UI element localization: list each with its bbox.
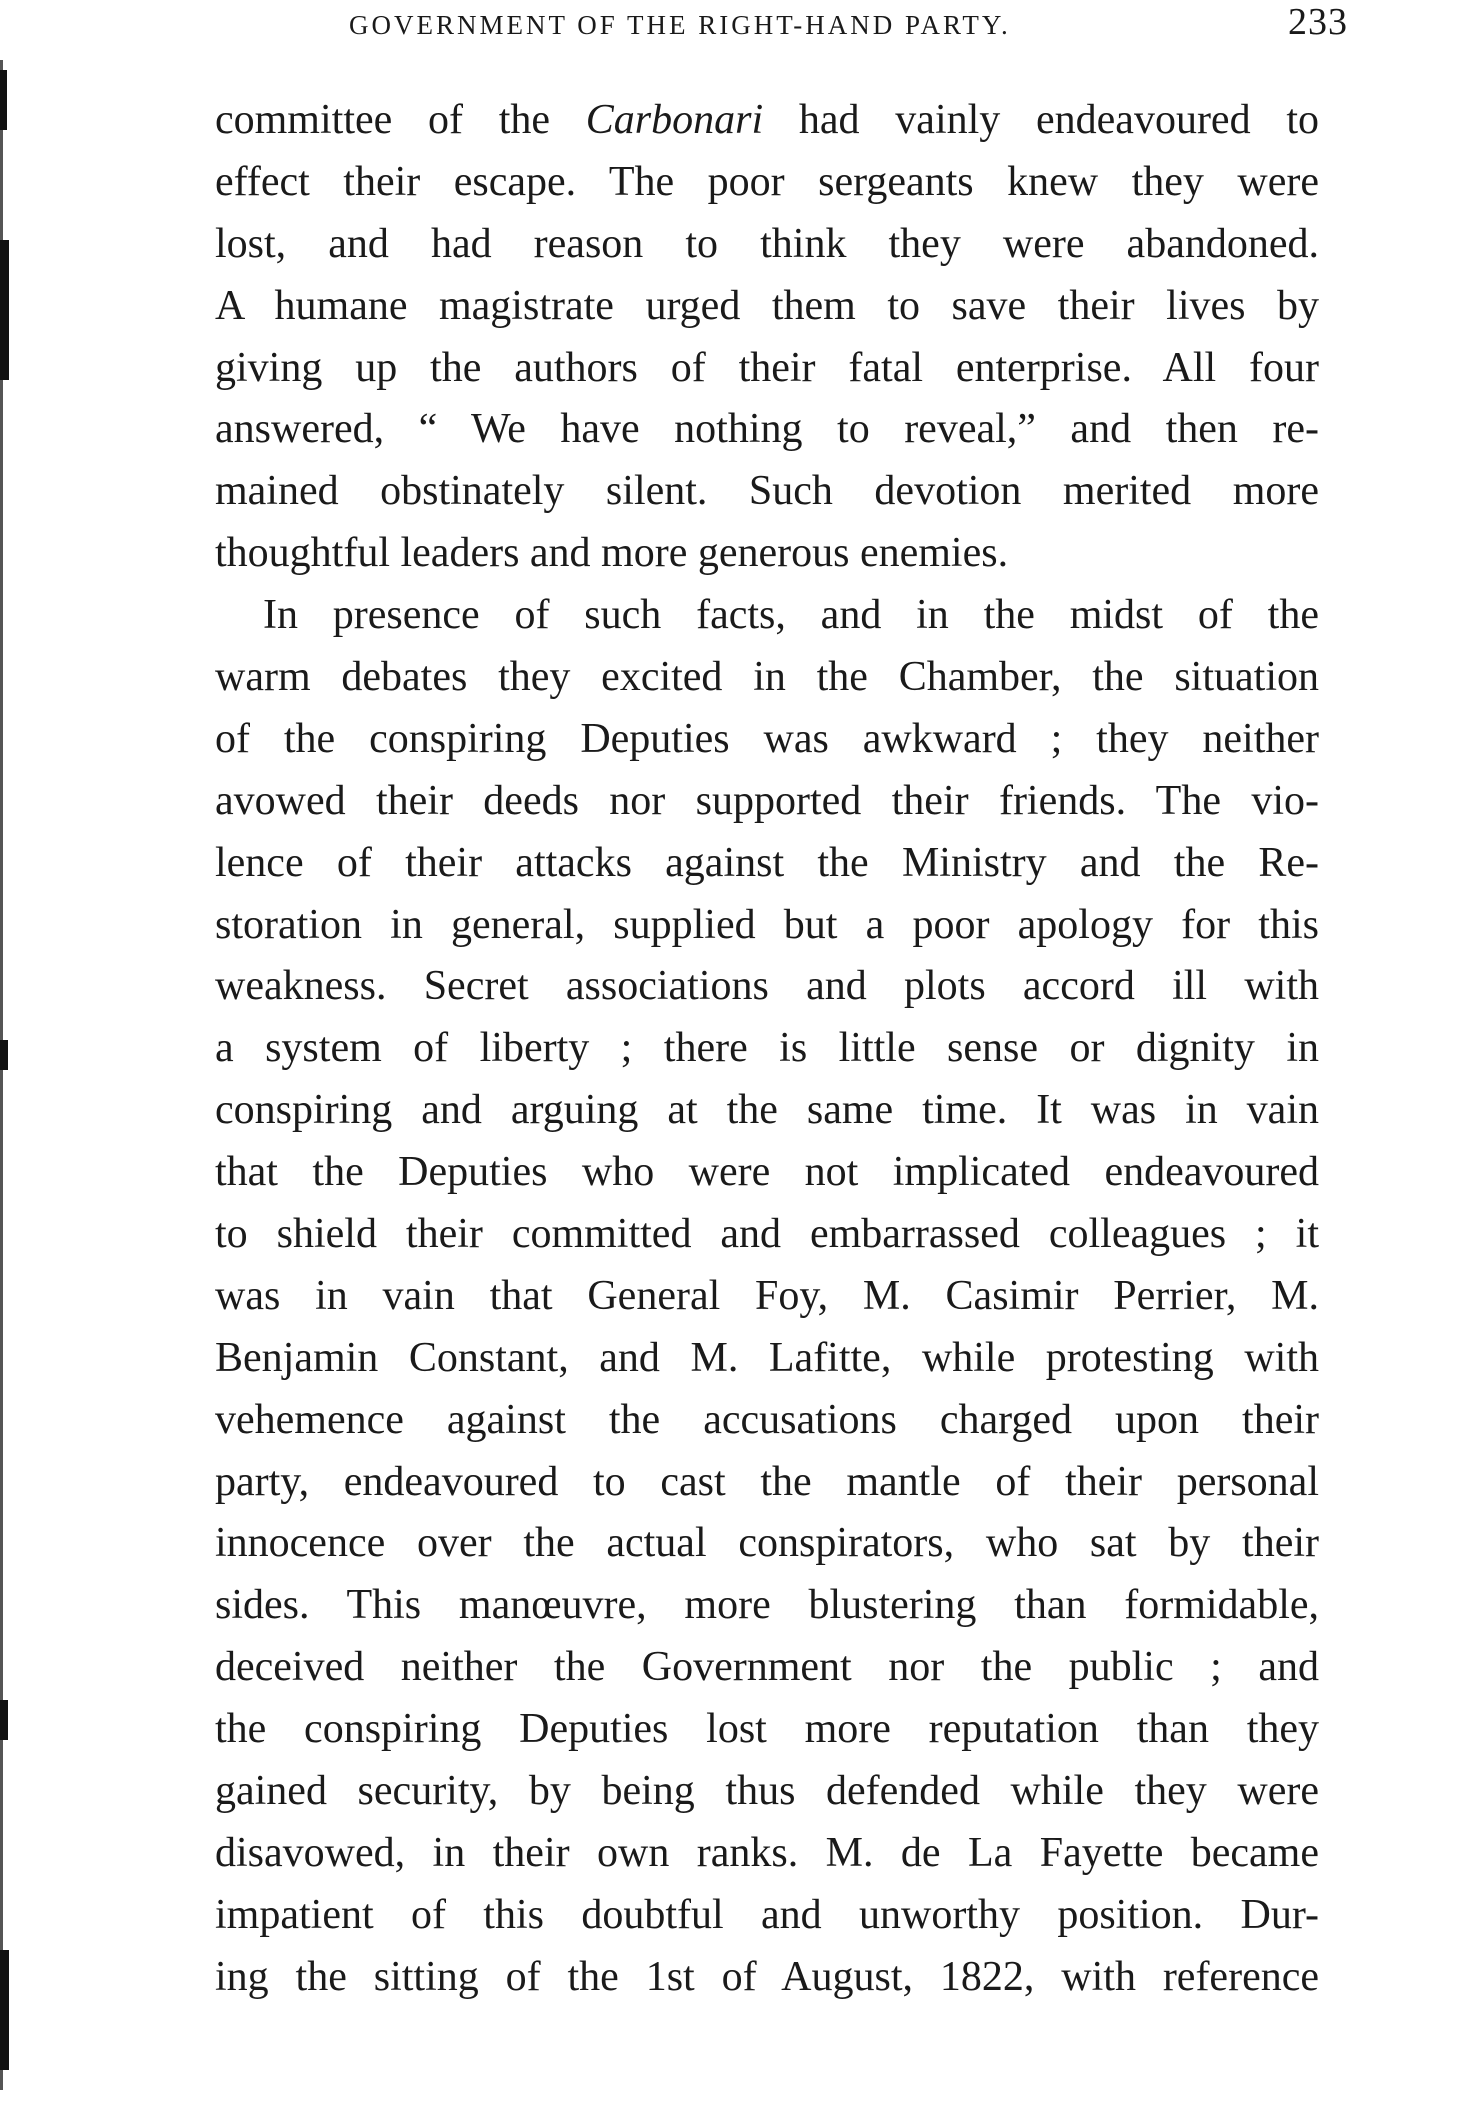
- text-line: to shield their committed and embarrassed colleagues ; it: [215, 1211, 1319, 1258]
- page-number: 233: [1288, 1, 1348, 43]
- text-line: impatient of this doubtful and unworthy position. Dur-: [215, 1891, 1319, 1938]
- text-line: [215, 90, 1319, 152]
- italic-term: Carbonari: [585, 97, 764, 143]
- text-line: conspiring and arguing at the same time. It was in vain: [215, 1087, 1319, 1134]
- text-line: gained security, by being thus defended while they were: [215, 1768, 1319, 1815]
- page-edge-mark: [0, 1040, 8, 1070]
- text-line: a system of liberty ; there is little sense or dignity in: [215, 1025, 1319, 1072]
- text-line: party, endeavoured to cast the mantle of their personal: [215, 1458, 1319, 1505]
- text-fragment: committee of the: [215, 97, 586, 143]
- text-line: disavowed, in their own ranks. M. de La Fayette became: [215, 1829, 1319, 1876]
- text-fragment: had vainly endeavoured to: [763, 97, 1319, 143]
- text-line: vehemence against the accusations charged upon their: [215, 1396, 1319, 1443]
- text-line: giving up the authors of their fatal enterprise. All four: [215, 344, 1319, 391]
- text-line: In presence of such facts, and in the midst of the: [263, 592, 1319, 639]
- text-line: avowed their deeds nor supported their friends. The vio-: [215, 777, 1319, 824]
- text-line: ing the sitting of the 1st of August, 1822, with reference: [215, 1953, 1319, 2000]
- text-line: innocence over the actual conspirators, who sat by their: [215, 1520, 1319, 1567]
- text-line: deceived neither the Government nor the public ; and: [215, 1644, 1319, 1691]
- text-line: answered, “ We have nothing to reveal,” and then re-: [215, 406, 1319, 453]
- text-line: storation in general, supplied but a poor apology for this: [215, 901, 1319, 948]
- running-head: GOVERNMENT OF THE RIGHT-HAND PARTY.: [349, 10, 1011, 40]
- text-line: lost, and had reason to think they were abandoned.: [215, 220, 1319, 267]
- text-line: that the Deputies who were not implicated endeavoured: [215, 1149, 1319, 1196]
- text-line: effect their escape. The poor sergeants knew they were: [215, 158, 1319, 205]
- text-line: thoughtful leaders and more generous enemies.: [215, 530, 1009, 577]
- page-edge-mark: [0, 1950, 9, 2070]
- body-text: [215, 90, 1319, 2009]
- text-line: was in vain that General Foy, M. Casimir Perrier, M.: [215, 1272, 1319, 1319]
- text-line: A humane magistrate urged them to save their lives by: [215, 282, 1319, 329]
- text-line: Benjamin Constant, and M. Lafitte, while protesting with: [215, 1334, 1319, 1381]
- page-header: [213, 2, 1348, 46]
- text-line: of the conspiring Deputies was awkward ; they neither: [215, 715, 1319, 762]
- page-edge-mark: [0, 1700, 8, 1740]
- text-line: warm debates they excited in the Chamber, the situation: [215, 654, 1319, 701]
- text-line: lence of their attacks against the Ministry and the Re-: [215, 839, 1319, 886]
- page-edge-mark: [0, 70, 7, 130]
- page-edge-mark: [0, 240, 9, 380]
- text-line: mained obstinately silent. Such devotion merited more: [215, 468, 1319, 515]
- text-line: weakness. Secret associations and plots accord ill with: [215, 963, 1319, 1010]
- text-line: sides. This manœuvre, more blustering than formidable,: [215, 1582, 1319, 1629]
- text-line: the conspiring Deputies lost more reputation than they: [215, 1706, 1319, 1753]
